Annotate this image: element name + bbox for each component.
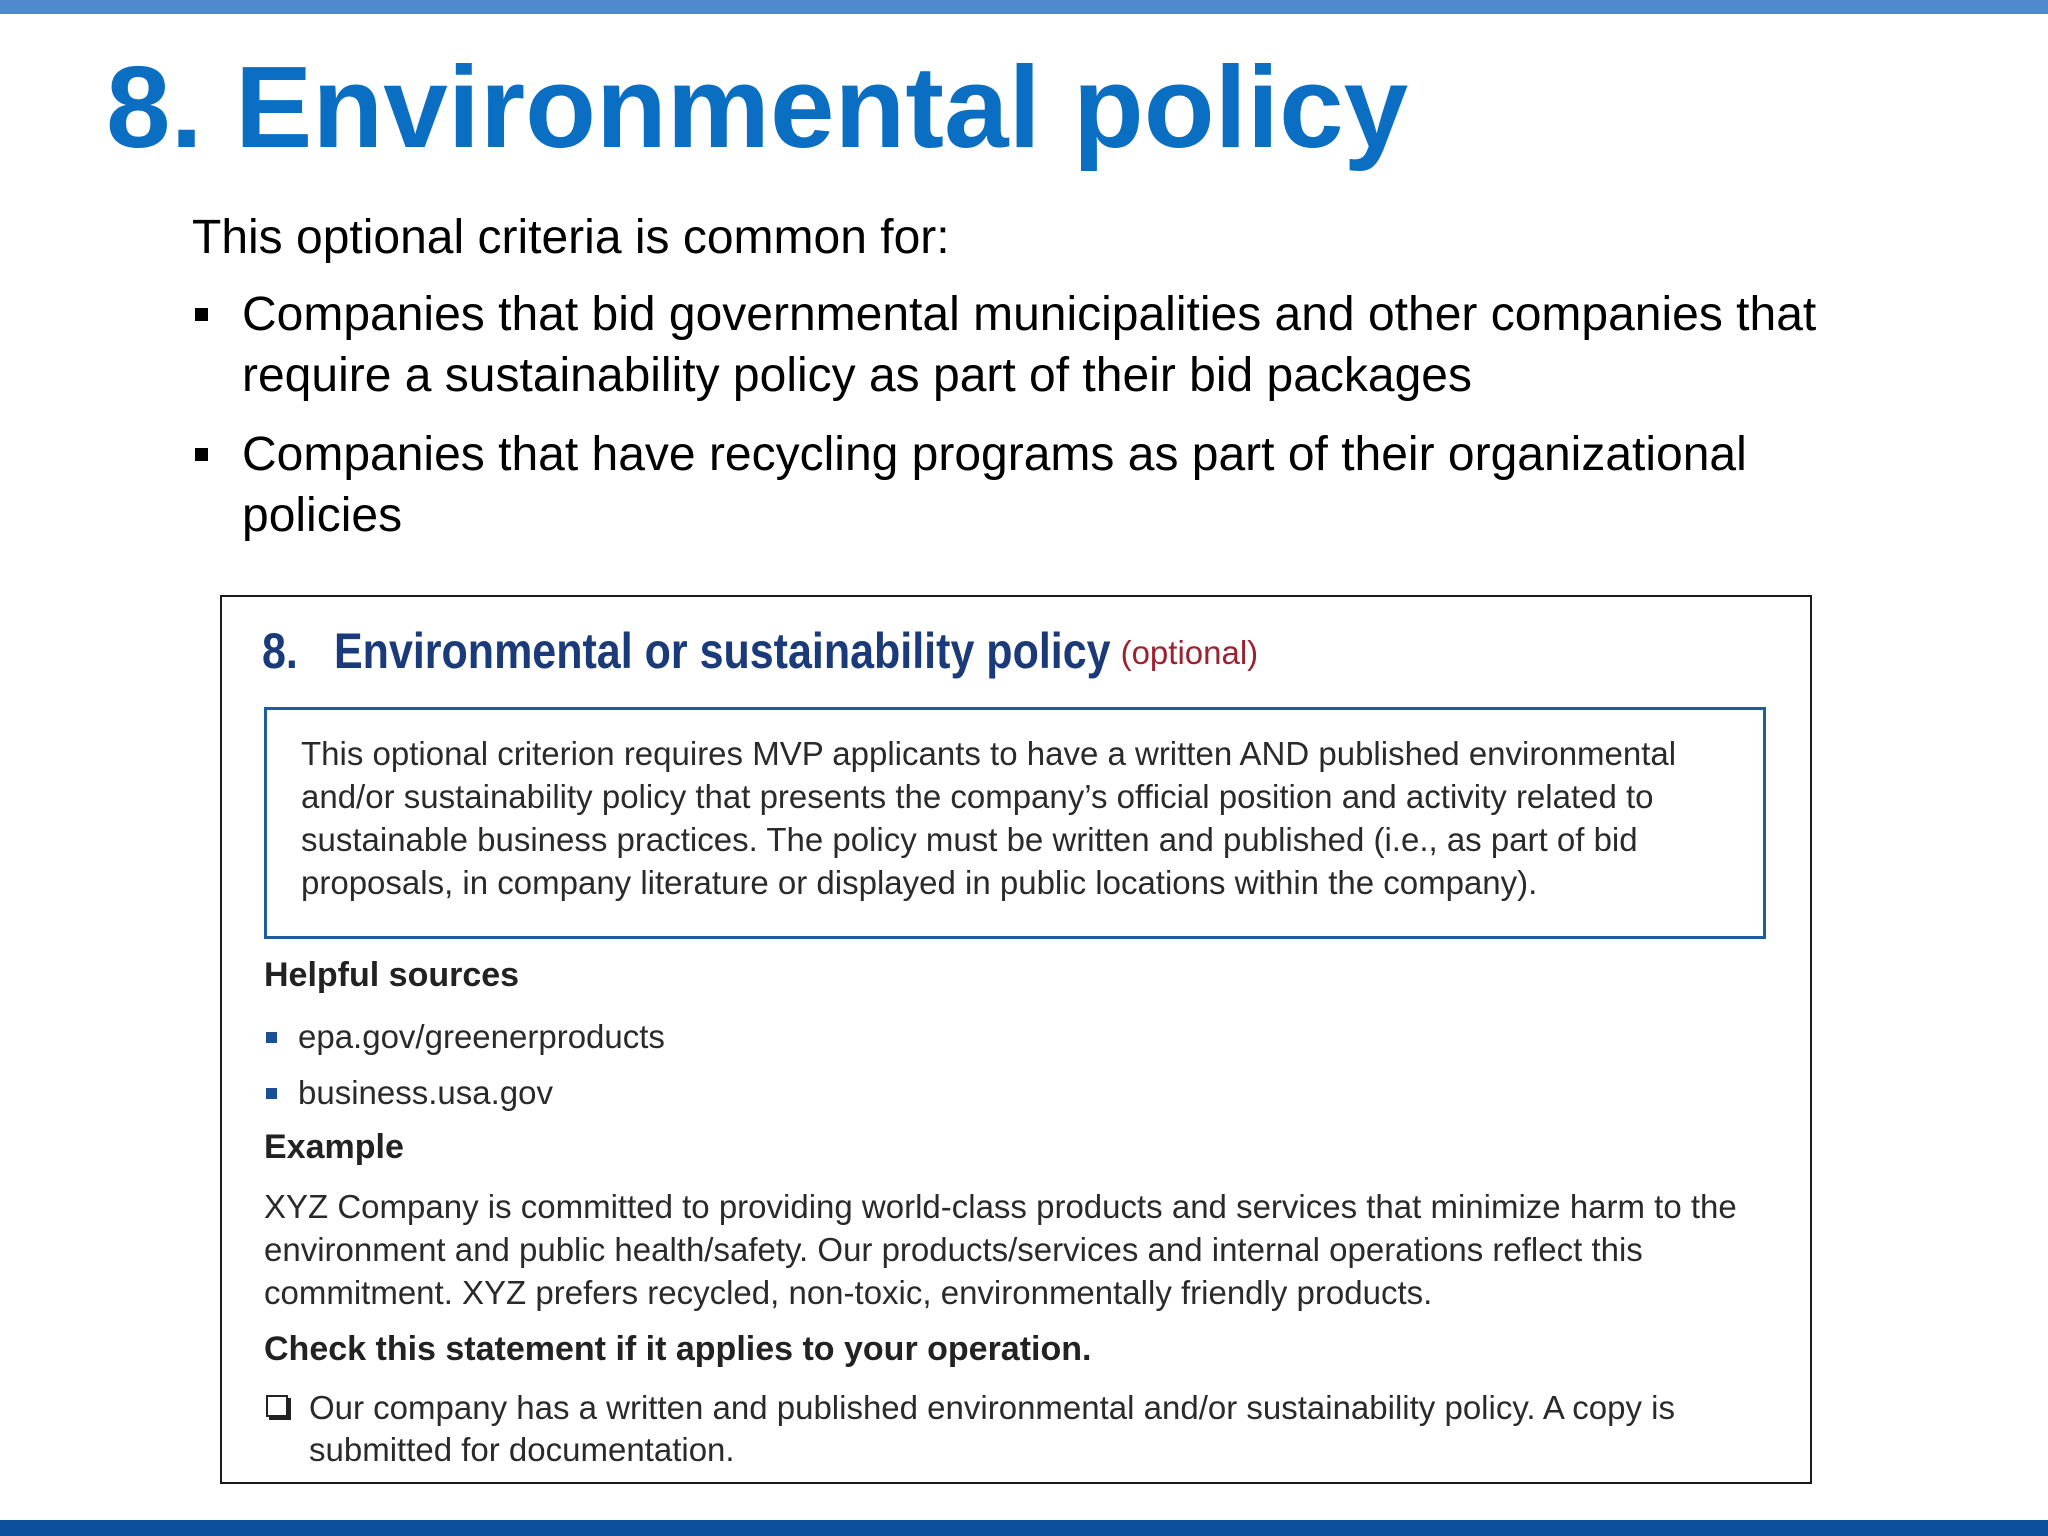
source-item: [264, 1065, 665, 1121]
criterion-description: This optional criterion requires MVP applicants to have a written AND published environmental and/or sustainability policy that presents the company’s official position and activity related to sustainable business practices. The policy must be written and published (i.e., as part of bid proposals, in company literature or displayed in public locations within the company).: [301, 735, 1677, 901]
bullet-item: [192, 424, 1912, 546]
criteria-bullet-list: [192, 284, 1912, 564]
source-item: [264, 1009, 665, 1065]
bottom-accent-bar: [0, 1520, 2048, 1536]
source-link: epa.gov/greenerproducts: [298, 1018, 665, 1055]
checkbox-icon: [266, 1395, 288, 1417]
bullet-text: Companies that have recycling programs as part of their organizational policies: [242, 428, 1747, 542]
top-accent-bar: [0, 0, 2048, 14]
form-excerpt-image: [220, 595, 1812, 1484]
criterion-description-box: [264, 707, 1766, 939]
bullet-text: Companies that bid governmental municipalities and other companies that require a sustainability policy as part of their bid packages: [242, 288, 1817, 402]
square-bullet-icon: [195, 448, 208, 461]
square-bullet-icon: [266, 1032, 277, 1043]
example-heading: Example: [264, 1128, 404, 1166]
square-bullet-icon: [195, 308, 208, 321]
example-text: XYZ Company is committed to providing world-class products and services that minimize harm to the environment and public health/safety. Our products/services and internal operations reflect this commitment. XYZ prefers recycled, non-toxic, environmentally friendly products.: [264, 1188, 1737, 1311]
intro-text: This optional criteria is common for:: [192, 211, 950, 264]
helpful-sources-list: [264, 1009, 665, 1121]
square-bullet-icon: [266, 1088, 277, 1099]
check-statement-text: Our company has a written and published environmental and/or sustainability policy. A copy is submitted for documentation.: [309, 1389, 1675, 1468]
optional-tag: (optional): [1120, 634, 1259, 671]
form-section-title: Environmental or sustainability policy: [333, 623, 1111, 679]
helpful-sources-heading: Helpful sources: [264, 956, 520, 994]
form-section-number: 8.: [262, 623, 298, 679]
check-statement-row: [264, 1387, 1784, 1471]
slide-title: 8. Environmental policy: [106, 42, 1409, 172]
source-link: business.usa.gov: [298, 1074, 553, 1111]
form-heading: [262, 619, 1258, 685]
bullet-item: [192, 284, 1912, 406]
check-statement-heading: Check this statement if it applies to your operation.: [264, 1330, 1092, 1368]
